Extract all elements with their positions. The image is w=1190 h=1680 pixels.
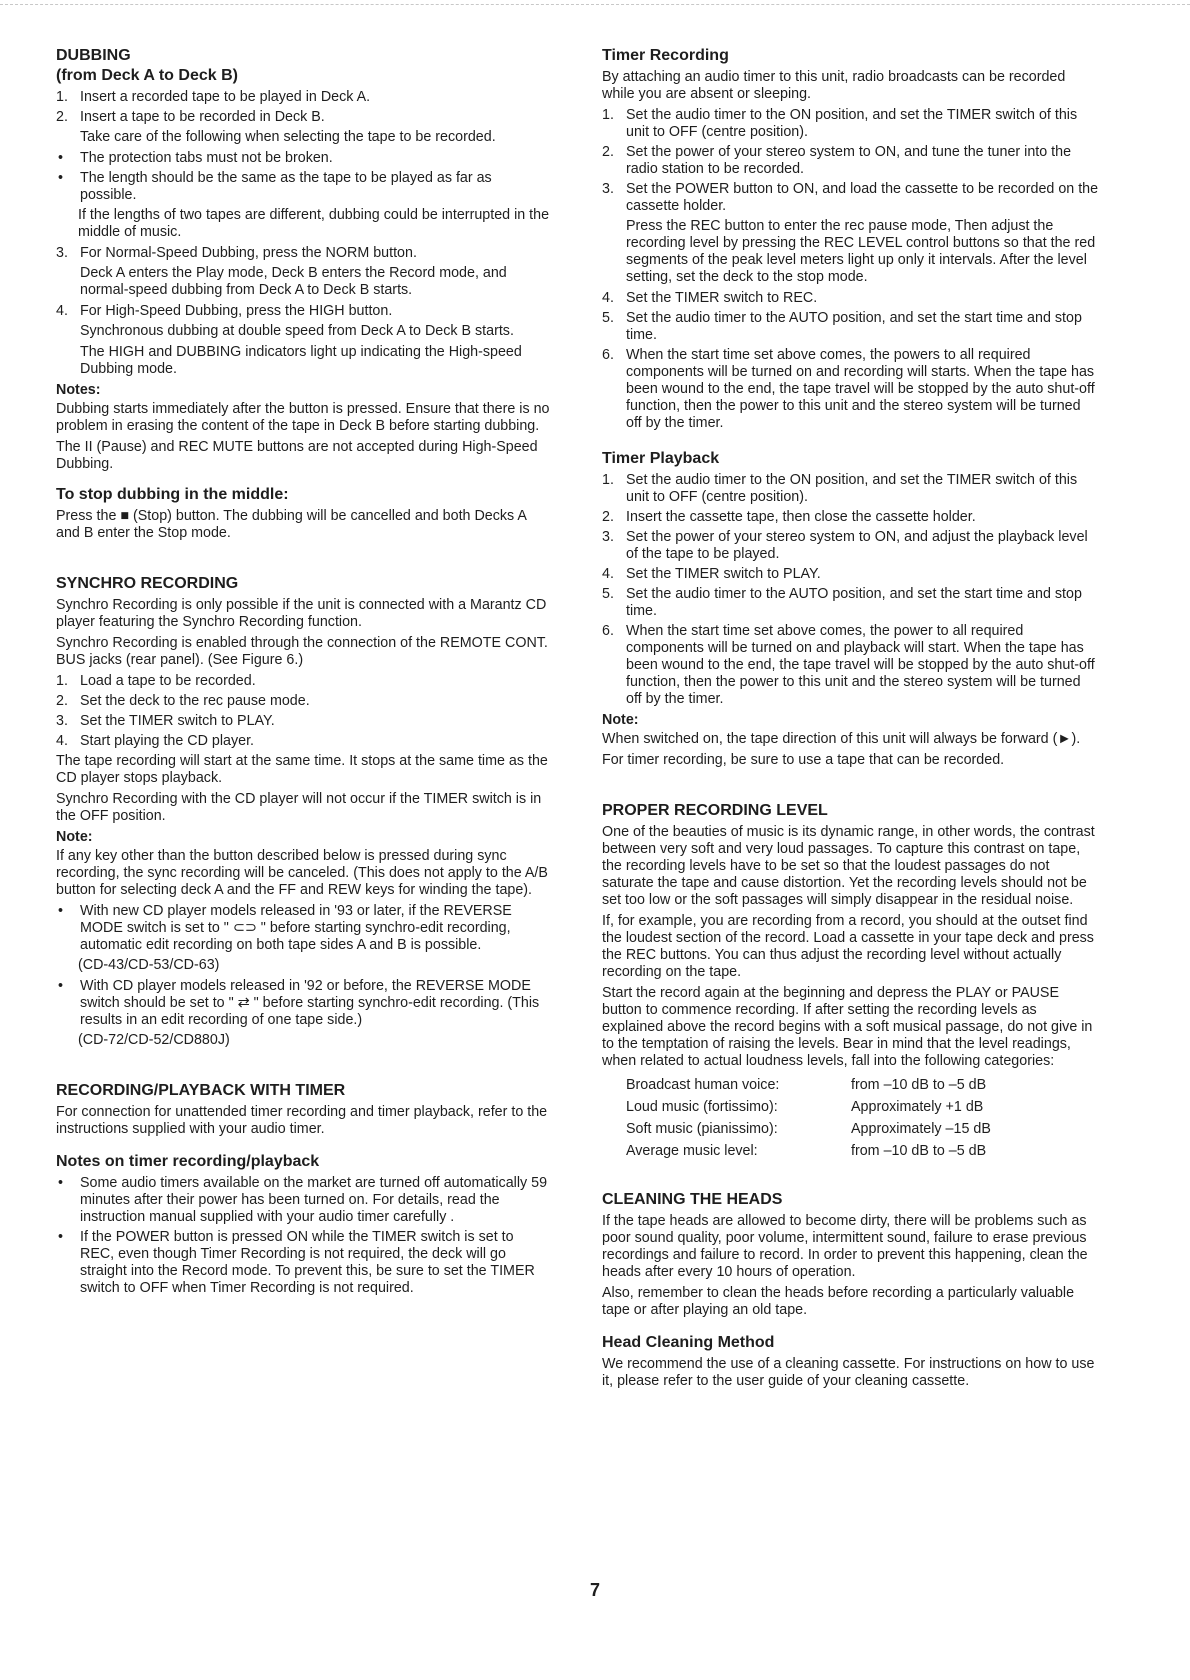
table-row [626,1096,991,1118]
synchro-step-3: Set the TIMER switch to PLAY. [80,713,275,729]
dubbing-bullet-2-detail: If the lengths of two tapes are different, dubbing could be interrupted in the middle of music. [78,207,550,240]
level-value: Approximately +1 dB [851,1099,984,1115]
list-item: • The protection tabs must not be broken. [56,150,551,167]
table-row [626,1074,991,1096]
synchro-bullet-1: With new CD player models released in '93 or later, if the REVERSE MODE switch is set to " ⊂⊃ " before starting synchro-edit recording, automatic edit recording on both tape sides A and B is possible. [80,903,512,953]
list-item: 3. For Normal-Speed Dubbing, press the NORM button. [56,245,551,262]
cleaning-para-2: Also, remember to clean the heads before recording a particularly valuable tape or after playing an old tape. [602,1285,1075,1318]
timer-section-title: RECORDING/PLAYBACK WITH TIMER [56,1082,346,1099]
table-row [626,1140,991,1162]
timer-playback-note-label: Note: [602,712,639,728]
level-label: Loud music (fortissimo): [626,1099,778,1115]
timer-playback-note-1: When switched on, the tape direction of this unit will always be forward (►). [602,731,1081,747]
synchro-bullet-2: With CD player models released in '92 or before, the REVERSE MODE switch should be set to " ⇄ " before starting synchro-edit recording. (This results in an edit recording of one tape side.) [80,978,540,1028]
list-item: 5. Set the audio timer to the AUTO position, and set the start time and stop time. [602,310,1100,344]
synchro-note: If any key other than the button described below is pressed during sync recording, the sync recording will be canceled. (This does not apply to the A/B button for selecting deck A and the FF and REW keys for winding the tape). [56,848,548,898]
left-column [56,46,551,1300]
right-column [602,46,1100,1394]
timer-recording-step-1: Set the audio timer to the ON position, and set the TIMER switch of this unit to OFF (centre position). [626,107,1078,140]
timer-recording-step-3-detail: Press the REC button to enter the rec pause mode, Then adjust the recording level by pressing the REC LEVEL control buttons so that the red segments of the peak level meters light up only it intervals. After the level setting, set the deck to the stop mode. [626,218,1096,285]
list-item: 6. When the start time set above comes, the powers to all required components will be turned on and recording will starts. When the tape has been wound to the end, the tape travel will be stopped by the auto shut-off function, then the power to this unit and the stereo system will be turned off by the timer. [602,347,1100,432]
proper-level-para-2: If, for example, you are recording from a record, you should at the outset find the loudest section of the record. Load a cassette in your tape deck and press the REC buttons. You can thus adjust the recording level without actually recording on the tape. [602,913,1094,980]
stop-dubbing-text: Press the ■ (Stop) button. The dubbing will be cancelled and both Decks A and B enter the Stop mode. [56,508,527,541]
list-item: 1. Set the audio timer to the ON position, and set the TIMER switch of this unit to OFF (centre position). [602,472,1100,506]
list-item: • With new CD player models released in '93 or later, if the REVERSE MODE switch is set to " ⊂⊃ " before starting synchro-edit recording, automatic edit recording on both tape sides A and B is possible. [56,903,551,954]
level-label: Broadcast human voice: [626,1077,780,1093]
timer-section-text: For connection for unattended timer recording and timer playback, refer to the instructions supplied with your audio timer. [56,1104,548,1137]
timer-playback-step-5: Set the audio timer to the AUTO position, and set the start time and stop time. [626,586,1082,619]
timer-playback-step-2: Insert the cassette tape, then close the cassette holder. [626,509,976,525]
list-item: 1. Load a tape to be recorded. [56,673,551,690]
list-item: • The length should be the same as the tape to be played as far as possible. [56,170,551,204]
timer-recording-step-4: Set the TIMER switch to REC. [626,290,818,306]
synchro-step-4: Start playing the CD player. [80,733,255,749]
list-item: 6. When the start time set above comes, the power to all required components will be turned on and playback will start. When the tape has been wound to the end, the tape travel will be stopped by the auto shut-off function, then the power to this unit and the stereo system will be turned off by the timer. [602,623,1100,708]
list-item: 5. Set the audio timer to the AUTO position, and set the start time and stop time. [602,586,1100,620]
timer-recording-step-2: Set the power of your stereo system to ON, and tune the tuner into the radio station to be recorded. [626,144,1072,177]
cleaning-title: CLEANING THE HEADS [602,1191,783,1208]
dubbing-note-2: The II (Pause) and REC MUTE buttons are not accepted during High-Speed Dubbing. [56,439,538,472]
list-item: 4. Set the TIMER switch to REC. [602,290,1100,307]
stop-dubbing-title: To stop dubbing in the middle: [56,486,289,503]
synchro-para-4: Synchro Recording with the CD player will not occur if the TIMER switch is in the OFF position. [56,791,542,824]
synchro-bullet-2-models: (CD-72/CD-52/CD880J) [78,1032,230,1048]
timer-playback-title: Timer Playback [602,450,720,467]
dubbing-bullet-2: The length should be the same as the tape to be played as far as possible. [80,170,492,203]
dubbing-step-4-detail-1: Synchronous dubbing at double speed from Deck A to Deck B starts. [80,323,514,339]
page-top-rule [0,4,1190,5]
timer-recording-step-3: Set the POWER button to ON, and load the cassette to be recorded on the cassette holder. [626,181,1099,214]
synchro-title: SYNCHRO RECORDING [56,575,239,592]
dubbing-title: DUBBING [56,47,131,64]
dubbing-notes-label: Notes: [56,382,101,398]
cleaning-para-1: If the tape heads are allowed to become dirty, there will be problems such as poor sound quality, poor volume, intermittent sound, failure to erase previous recordings and failure to record. In order to prevent this happening, clean the heads after every 10 hours of operation. [602,1213,1088,1280]
timer-recording-step-5: Set the audio timer to the AUTO position, and set the start time and stop time. [626,310,1082,343]
dubbing-step-2-detail: Take care of the following when selecting the tape to be recorded. [80,129,496,145]
level-value: from –10 dB to –5 dB [851,1077,987,1093]
dubbing-subtitle: (from Deck A to Deck B) [56,67,238,84]
proper-level-para-3: Start the record again at the beginning and depress the PLAY or PAUSE button to commence recording. If after setting the recording levels as explained above the record begins with a soft musical passage, do not give in to the temptation of raising the levels. Bear in mind that the level readings, when related to actual loudness levels, fall into the following categories: [602,985,1093,1069]
timer-playback-step-1: Set the audio timer to the ON position, and set the TIMER switch of this unit to OFF (centre position). [626,472,1078,505]
timer-notes-title: Notes on timer recording/playback [56,1153,320,1170]
synchro-note-label: Note: [56,829,93,845]
level-label: Soft music (pianissimo): [626,1121,778,1137]
timer-playback-step-3: Set the power of your stereo system to ON, and adjust the playback level of the tape to be played. [626,529,1088,562]
dubbing-step-4: For High-Speed Dubbing, press the HIGH button. [80,303,393,319]
page-number: 7 [589,1580,600,1600]
timer-playback-step-6: When the start time set above comes, the power to all required components will be turned on and playback will start. When the tape has been wound to the end, the tape travel will be stopped by the auto shut-off function, then the power to this unit and the stereo system will be turned off by the timer. [626,623,1095,707]
proper-level-title: PROPER RECORDING LEVEL [602,802,828,819]
level-value: Approximately –15 dB [851,1121,991,1137]
list-item: 4. Set the TIMER switch to PLAY. [602,566,1100,583]
dubbing-step-2: Insert a tape to be recorded in Deck B. [80,109,325,125]
head-cleaning-title: Head Cleaning Method [602,1334,775,1351]
list-item: • If the POWER button is pressed ON while the TIMER switch is set to REC, even though Timer Recording is not required, the deck will go straight into the Record mode. To prevent this, be sure to set the TIMER switch to OFF when Timer Recording is not required. [56,1229,551,1297]
synchro-step-2: Set the deck to the rec pause mode. [80,693,310,709]
list-item: 2. Set the deck to the rec pause mode. [56,693,551,710]
list-item: 3. Set the POWER button to ON, and load the cassette to be recorded on the cassette holder. [602,181,1099,214]
timer-playback-step-4: Set the TIMER switch to PLAY. [626,566,821,582]
level-value: from –10 dB to –5 dB [851,1143,987,1159]
list-item: 4. Start playing the CD player. [56,733,551,750]
timer-recording-step-6: When the start time set above comes, the powers to all required components will be turned on and recording will starts. When the tape has been wound to the end, the tape travel will be stopped by the auto shut-off function, then the power to this unit and the stereo system will be turned off by the timer. [626,347,1095,431]
timer-playback-note-2: For timer recording, be sure to use a tape that can be recorded. [602,752,1005,768]
synchro-step-1: Load a tape to be recorded. [80,673,256,689]
level-label: Average music level: [626,1143,758,1159]
list-item: 1. Insert a recorded tape to be played in Deck A. [56,89,551,106]
synchro-para-2: Synchro Recording is enabled through the connection of the REMOTE CONT. BUS jacks (rear panel). (See Figure 6.) [56,635,548,668]
list-item: 3. Set the TIMER switch to PLAY. [56,713,551,730]
head-cleaning-text: We recommend the use of a cleaning cassette. For instructions on how to use it, please refer to the user guide of your cleaning cassette. [602,1356,1095,1389]
list-item: • With CD player models released in '92 or before, the REVERSE MODE switch should be set to " ⇄ " before starting synchro-edit recording. (This results in an edit recording of one tape side.) [56,978,551,1029]
synchro-para-1: Synchro Recording is only possible if the unit is connected with a Marantz CD player featuring the Synchro Recording function. [56,597,547,630]
dubbing-step-3-detail: Deck A enters the Play mode, Deck B enters the Record mode, and normal-speed dubbing from Deck A to Deck B starts. [80,265,507,298]
level-table [626,1074,991,1162]
list-item: 1. Set the audio timer to the ON position, and set the TIMER switch of this unit to OFF (centre position). [602,107,1100,141]
table-row [626,1118,991,1140]
timer-notes-bullet-1: Some audio timers available on the market are turned off automatically 59 minutes after their power has been turned on. For details, read the instruction manual supplied with your audio timer carefully . [80,1175,548,1225]
timer-notes-bullet-2: If the POWER button is pressed ON while the TIMER switch is set to REC, even though Timer Recording is not required, the deck will go straight into the Record mode. To prevent this, be sure to set the TIMER switch to OFF when Timer Recording is not required. [80,1229,535,1296]
list-item: • Some audio timers available on the market are turned off automatically 59 minutes after their power has been turned on. For details, read the instruction manual supplied with your audio timer carefully . [56,1175,551,1226]
list-item: 2. Insert a tape to be recorded in Deck B. [56,109,551,126]
dubbing-note-1: Dubbing starts immediately after the button is pressed. Ensure that there is no problem in erasing the content of the tape in Deck B before starting dubbing. [56,401,550,434]
list-item: 4. For High-Speed Dubbing, press the HIGH button. [56,303,551,320]
dubbing-step-4-detail-2: The HIGH and DUBBING indicators light up indicating the High-speed Dubbing mode. [80,344,522,377]
list-item: 3. Set the power of your stereo system to ON, and adjust the playback level of the tape to be played. [602,529,1100,563]
dubbing-step-3: For Normal-Speed Dubbing, press the NORM button. [80,245,417,261]
dubbing-step-1: Insert a recorded tape to be played in Deck A. [80,89,371,105]
proper-level-para-1: One of the beauties of music is its dynamic range, in other words, the contrast between very soft and very loud passages. To capture this contrast on tape, the recording levels have to be set so that the loudest passages do not saturate the tape and cause distortion. Yet the recording levels should not be set too low or the soft passages will simply disappear in the residual noise. [602,824,1095,908]
list-item: 2. Insert the cassette tape, then close the cassette holder. [602,509,1100,526]
synchro-bullet-1-models: (CD-43/CD-53/CD-63) [78,957,220,973]
dubbing-bullet-1: The protection tabs must not be broken. [80,150,333,166]
timer-recording-intro: By attaching an audio timer to this unit, radio broadcasts can be recorded while you are absent or sleeping. [602,69,1066,102]
synchro-para-3: The tape recording will start at the same time. It stops at the same time as the CD player stops playback. [56,753,548,786]
timer-recording-title: Timer Recording [602,47,729,64]
list-item: 2. Set the power of your stereo system to ON, and tune the tuner into the radio station to be recorded. [602,144,1100,178]
